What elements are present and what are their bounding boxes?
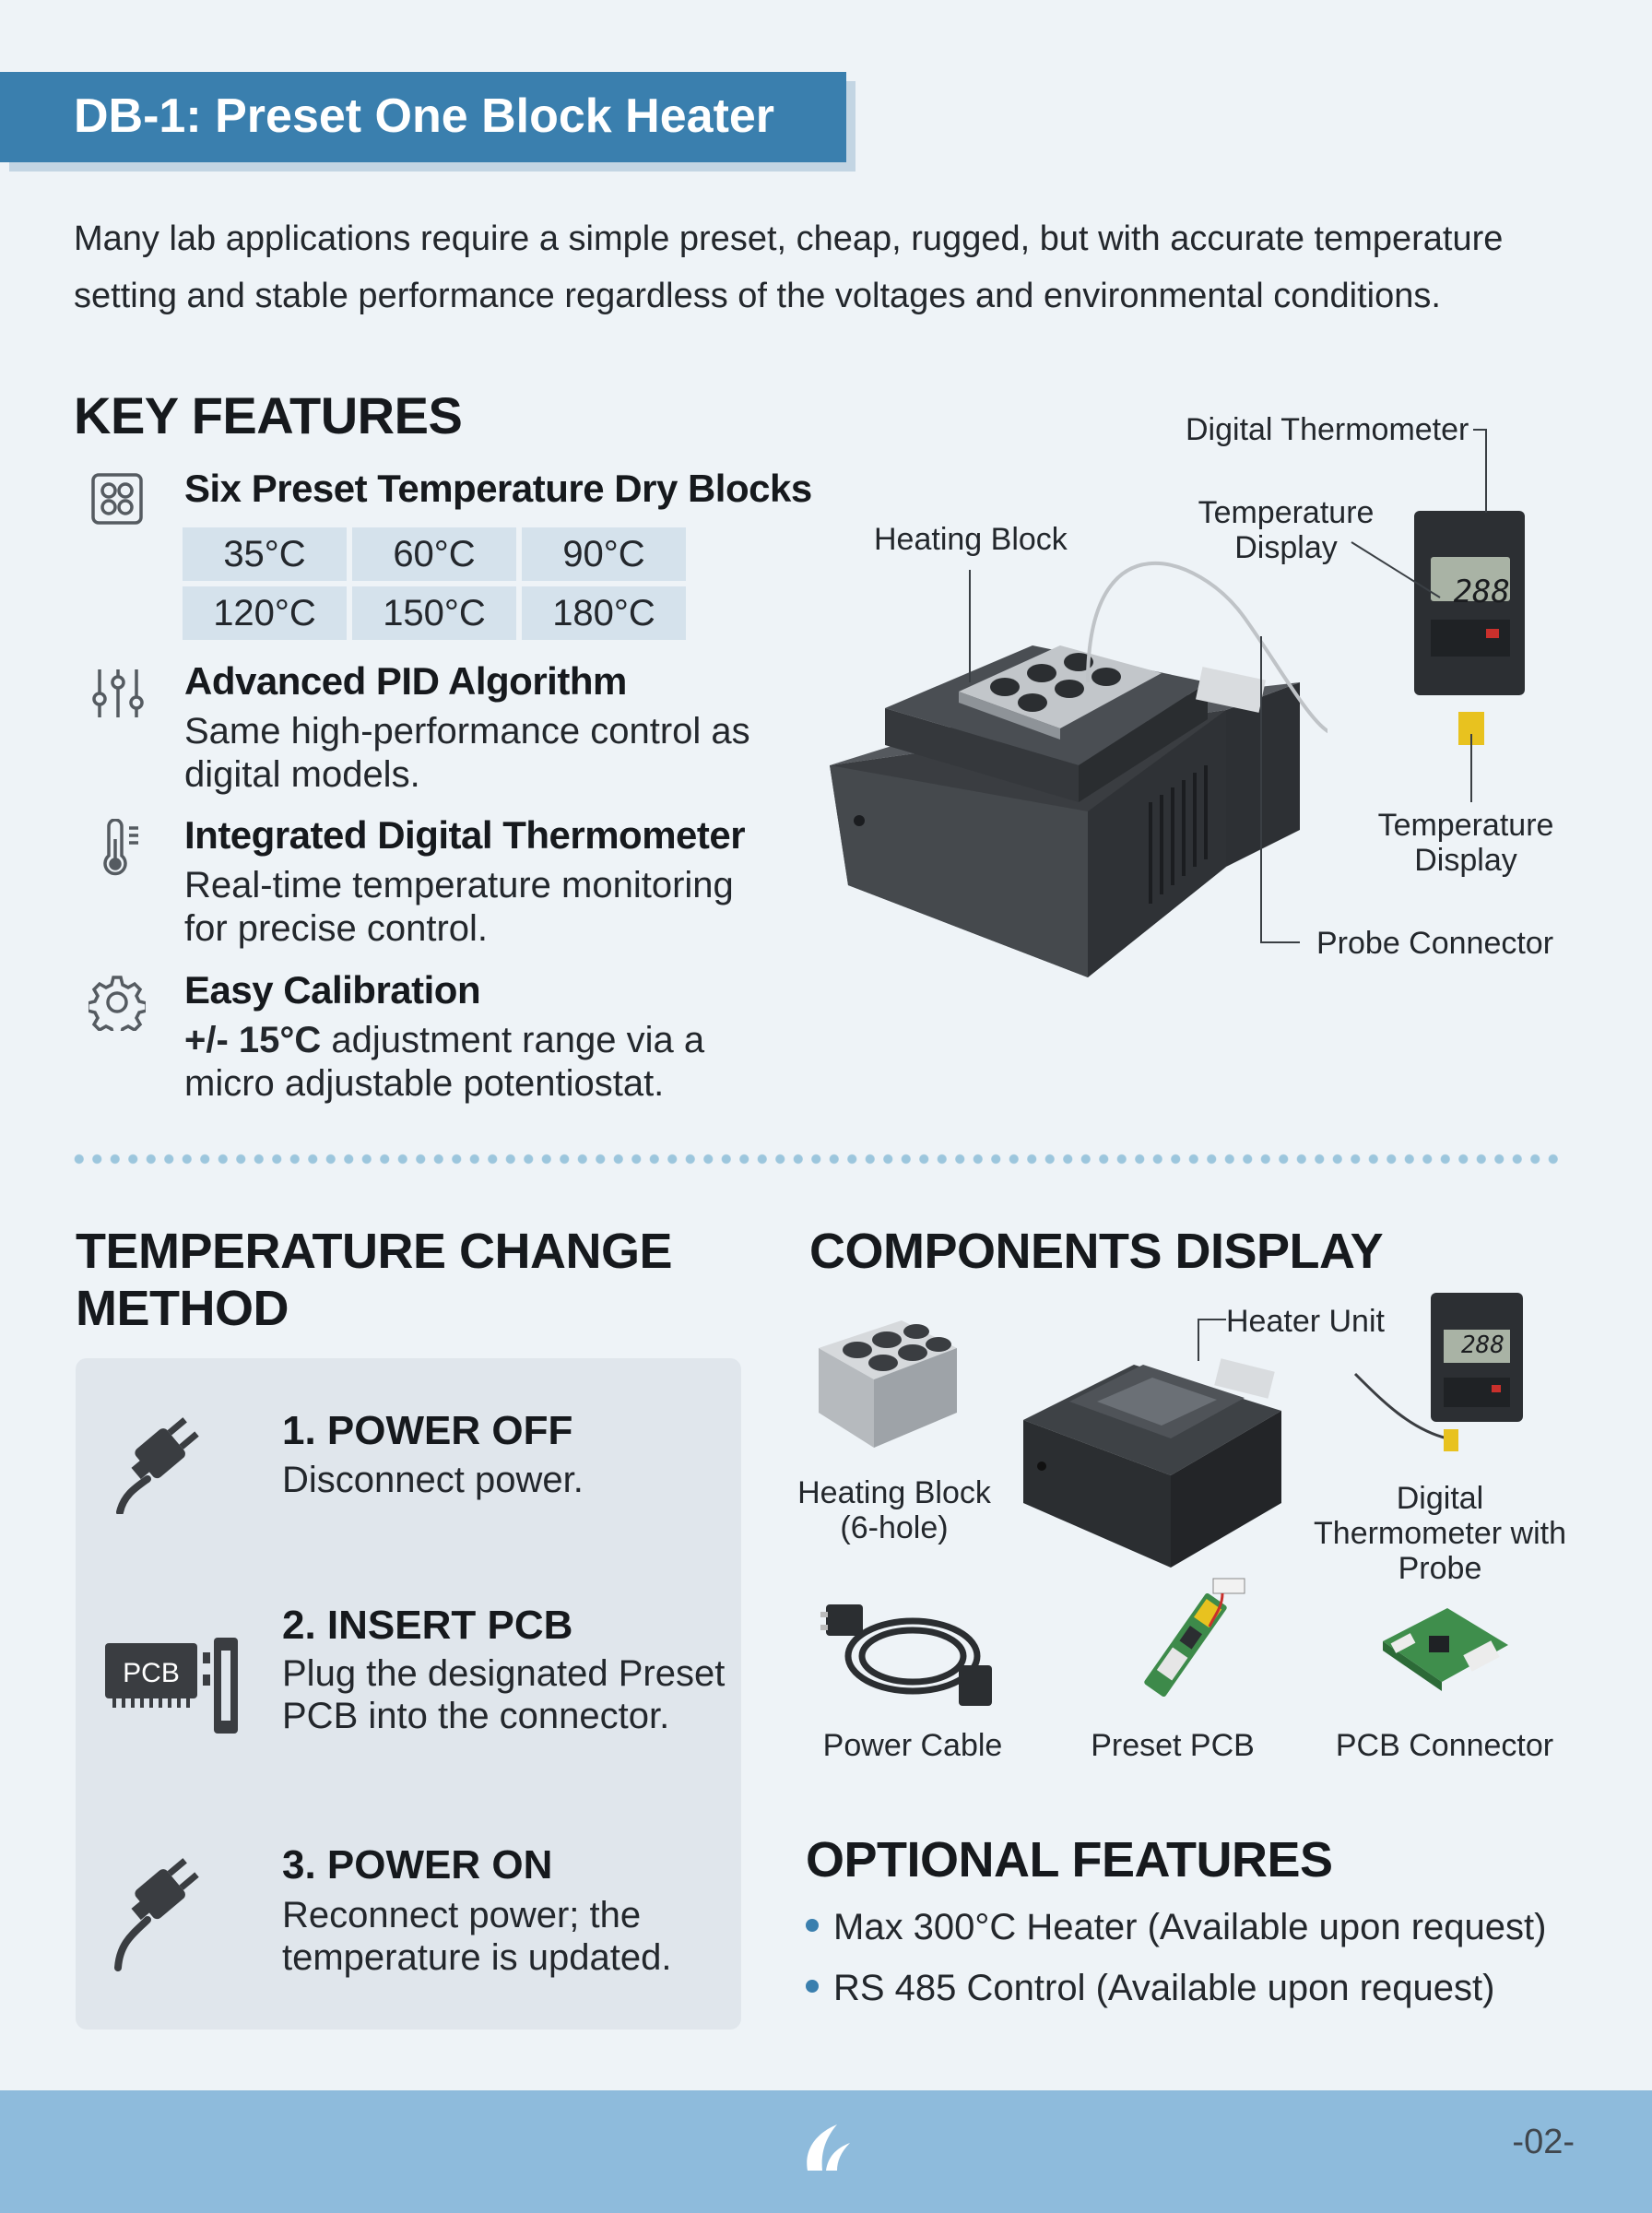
optional-features-heading: OPTIONAL FEATURES bbox=[806, 1832, 1333, 1888]
intro-paragraph: Many lab applications require a simple preset, cheap, rugged, but with accurate temperature setting and stable performance regardless of the voltages and environmental conditions. bbox=[74, 219, 1504, 315]
temperature-cell: 60°C bbox=[352, 527, 516, 581]
optional-feature-item: Max 300°C Heater (Available upon request) bbox=[806, 1907, 1546, 1948]
probe-wire bbox=[1346, 1365, 1484, 1466]
temperature-cell: 35°C bbox=[183, 527, 347, 581]
feature-title: Easy Calibration bbox=[184, 968, 481, 1012]
label-heating-block: Heating Block bbox=[874, 522, 1068, 557]
thermometer-display-reading: 288 bbox=[1453, 574, 1510, 610]
feature-title: Advanced PID Algorithm bbox=[184, 659, 627, 703]
temperature-cell: 180°C bbox=[522, 586, 686, 640]
unplugged-icon bbox=[107, 1403, 218, 1514]
company-logo bbox=[795, 2117, 859, 2182]
calibration-range: +/- 15°C bbox=[184, 1020, 322, 1060]
temperature-cell: 90°C bbox=[522, 527, 686, 581]
label-digital-thermometer: Digital Thermometer bbox=[1186, 412, 1469, 447]
label-temperature-display-bottom: Temperature Display bbox=[1377, 808, 1554, 878]
pcb-icon-text: PCB bbox=[123, 1658, 180, 1688]
calibration-text: adjustment range via a micro adjustable potentiostat. bbox=[184, 1020, 705, 1104]
step-title: 2. INSERT PCB bbox=[282, 1603, 573, 1648]
components-heading: COMPONENTS DISPLAY bbox=[809, 1224, 1384, 1279]
feature-description bbox=[184, 1019, 774, 1106]
feature-title: Integrated Digital Thermometer bbox=[184, 813, 746, 857]
component-caption: Power Cable bbox=[822, 1728, 1003, 1763]
power-cable-image bbox=[820, 1592, 1005, 1711]
preset-pcb-image bbox=[1121, 1571, 1259, 1710]
step-title: 1. POWER OFF bbox=[282, 1408, 573, 1453]
component-display-reading: 288 bbox=[1461, 1331, 1504, 1359]
step-description: Disconnect power. bbox=[282, 1460, 584, 1500]
feature-title: Six Preset Temperature Dry Blocks bbox=[184, 467, 812, 510]
step-description: Reconnect power; the temperature is updated. bbox=[282, 1895, 672, 1978]
heater-unit-image bbox=[1014, 1328, 1291, 1568]
component-caption: Preset PCB bbox=[1091, 1728, 1255, 1763]
feature-description: Real-time temperature monitoring for precise control. bbox=[184, 865, 734, 949]
step-title: 3. POWER ON bbox=[282, 1842, 553, 1888]
temperature-cell: 150°C bbox=[352, 586, 516, 640]
step-description: Plug the designated Preset PCB into the connector. bbox=[282, 1653, 726, 1736]
heating-block-image bbox=[809, 1311, 966, 1450]
component-caption: Digital Thermometer with Probe bbox=[1314, 1481, 1566, 1586]
label-temperature-display-top: Temperature Display bbox=[1198, 495, 1375, 565]
component-caption: Heating Block (6-hole) bbox=[797, 1475, 991, 1545]
temperature-change-heading: TEMPERATURE CHANGE METHOD bbox=[76, 1224, 673, 1336]
plug-icon bbox=[107, 1844, 218, 1973]
pcb-connector-image bbox=[1374, 1595, 1512, 1706]
feature-description: Same high-performance control as digital models. bbox=[184, 711, 750, 795]
label-heater-unit: Heater Unit bbox=[1226, 1304, 1385, 1339]
page-number: -02- bbox=[1512, 2123, 1575, 2161]
component-caption: PCB Connector bbox=[1335, 1728, 1554, 1763]
section-divider bbox=[70, 1153, 1564, 1166]
label-probe-connector: Probe Connector bbox=[1316, 926, 1554, 961]
optional-feature-item: RS 485 Control (Available upon request) bbox=[806, 1968, 1494, 2009]
temperature-cell: 120°C bbox=[183, 586, 347, 640]
page-title: DB-1: Preset One Block Heater bbox=[74, 89, 775, 143]
key-features-heading: KEY FEATURES bbox=[74, 386, 463, 444]
